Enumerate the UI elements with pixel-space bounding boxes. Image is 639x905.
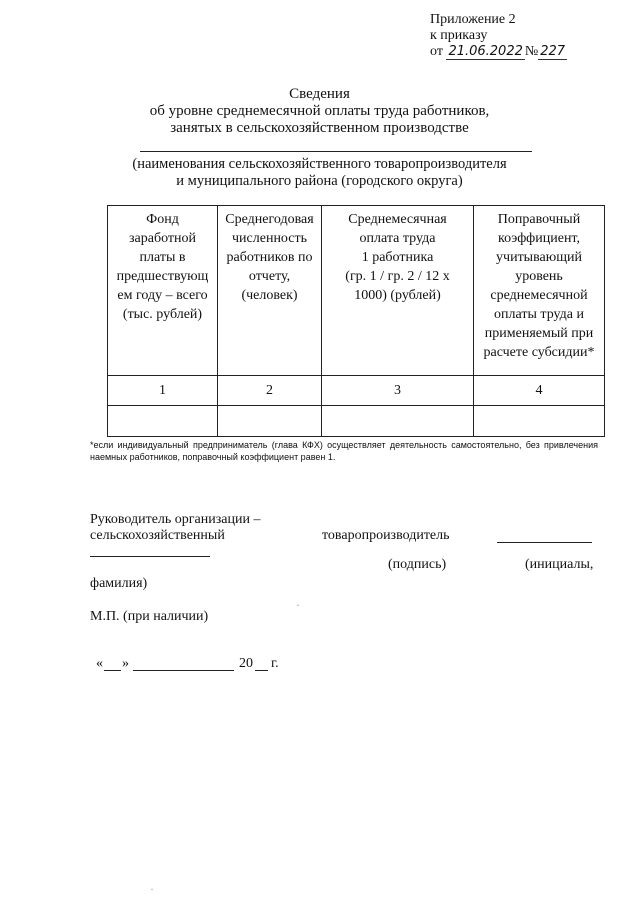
appendix-block — [430, 12, 567, 60]
appendix-order-label: к приказу — [430, 28, 488, 43]
empty-cell[interactable] — [218, 406, 322, 437]
initials-line — [90, 556, 210, 557]
producer-name-line — [140, 151, 532, 152]
date-close-quote: » — [122, 656, 129, 671]
empty-cell[interactable] — [322, 406, 474, 437]
wage-table — [107, 205, 605, 437]
table-row — [108, 406, 605, 437]
title-line-3: занятых в сельскохозяйственном производстве — [170, 120, 469, 136]
signature-title-line-2b: товаропроизводитель — [322, 528, 450, 543]
signature-title-line-1: Руководитель организации – — [90, 512, 261, 527]
table-header-row — [108, 206, 605, 376]
title-line-2: об уровне среднемесячной оплаты труда работников, — [149, 103, 490, 119]
producer-name-caption — [0, 156, 639, 190]
caption-line-1: (наименования сельскохозяйственного товаропроизводителя — [132, 156, 507, 172]
order-date: 21.06.2022 — [448, 44, 523, 59]
appendix-title: Приложение 2 — [430, 12, 516, 27]
header-wage-fund: Фонд заработной платы в предшествующ ем году – всего (тыс. рублей) — [108, 206, 218, 376]
initials-caption: (инициалы, — [525, 557, 594, 572]
header-correction-coefficient: Поправочный коэффициент, учитывающий уровень среднемесячной оплаты труда и применяемый при расчете субсидии* — [474, 206, 605, 376]
scan-artifact: · — [150, 882, 154, 896]
signature-title-line-2a: сельскохозяйственный — [90, 528, 225, 543]
caption-line-2: и муниципального района (городского округа) — [176, 173, 463, 189]
header-avg-monthly-wage: Среднемесячная оплата труда 1 работника (гр. 1 / гр. 2 / 12 х 1000) (рублей) — [322, 206, 474, 376]
empty-cell[interactable] — [108, 406, 218, 437]
date-open-quote: « — [96, 656, 103, 671]
column-number: 3 — [322, 376, 474, 406]
day-blank — [104, 670, 121, 671]
order-from-label: от — [430, 44, 443, 59]
empty-cell[interactable] — [474, 406, 605, 437]
title-line-1: Сведения — [289, 86, 350, 102]
header-avg-headcount: Среднегодовая численность работников по отчету, (человек) — [218, 206, 322, 376]
signature-line — [497, 542, 592, 543]
scan-artifact: · — [296, 598, 300, 612]
year-blank — [255, 670, 268, 671]
order-number: 227 — [540, 44, 566, 59]
order-number-label: № — [524, 44, 539, 59]
stamp-note: М.П. (при наличии) — [90, 609, 209, 624]
year-prefix: 20 — [239, 656, 253, 671]
column-number: 2 — [218, 376, 322, 406]
year-suffix: г. — [271, 656, 279, 671]
surname-caption: фамилия) — [90, 576, 148, 591]
document-title — [0, 86, 639, 137]
sign-caption: (подпись) — [388, 557, 447, 572]
column-number: 4 — [474, 376, 605, 406]
month-blank — [133, 670, 234, 671]
footnote: *если индивидуальный предприниматель (глава КФХ) осуществляет деятельность самостоятельно, без привлечения наемных работников, поправочный коэффициент равен 1. — [90, 440, 598, 462]
column-number: 1 — [108, 376, 218, 406]
table-row — [108, 376, 605, 406]
appendix-order-ref — [430, 44, 567, 60]
